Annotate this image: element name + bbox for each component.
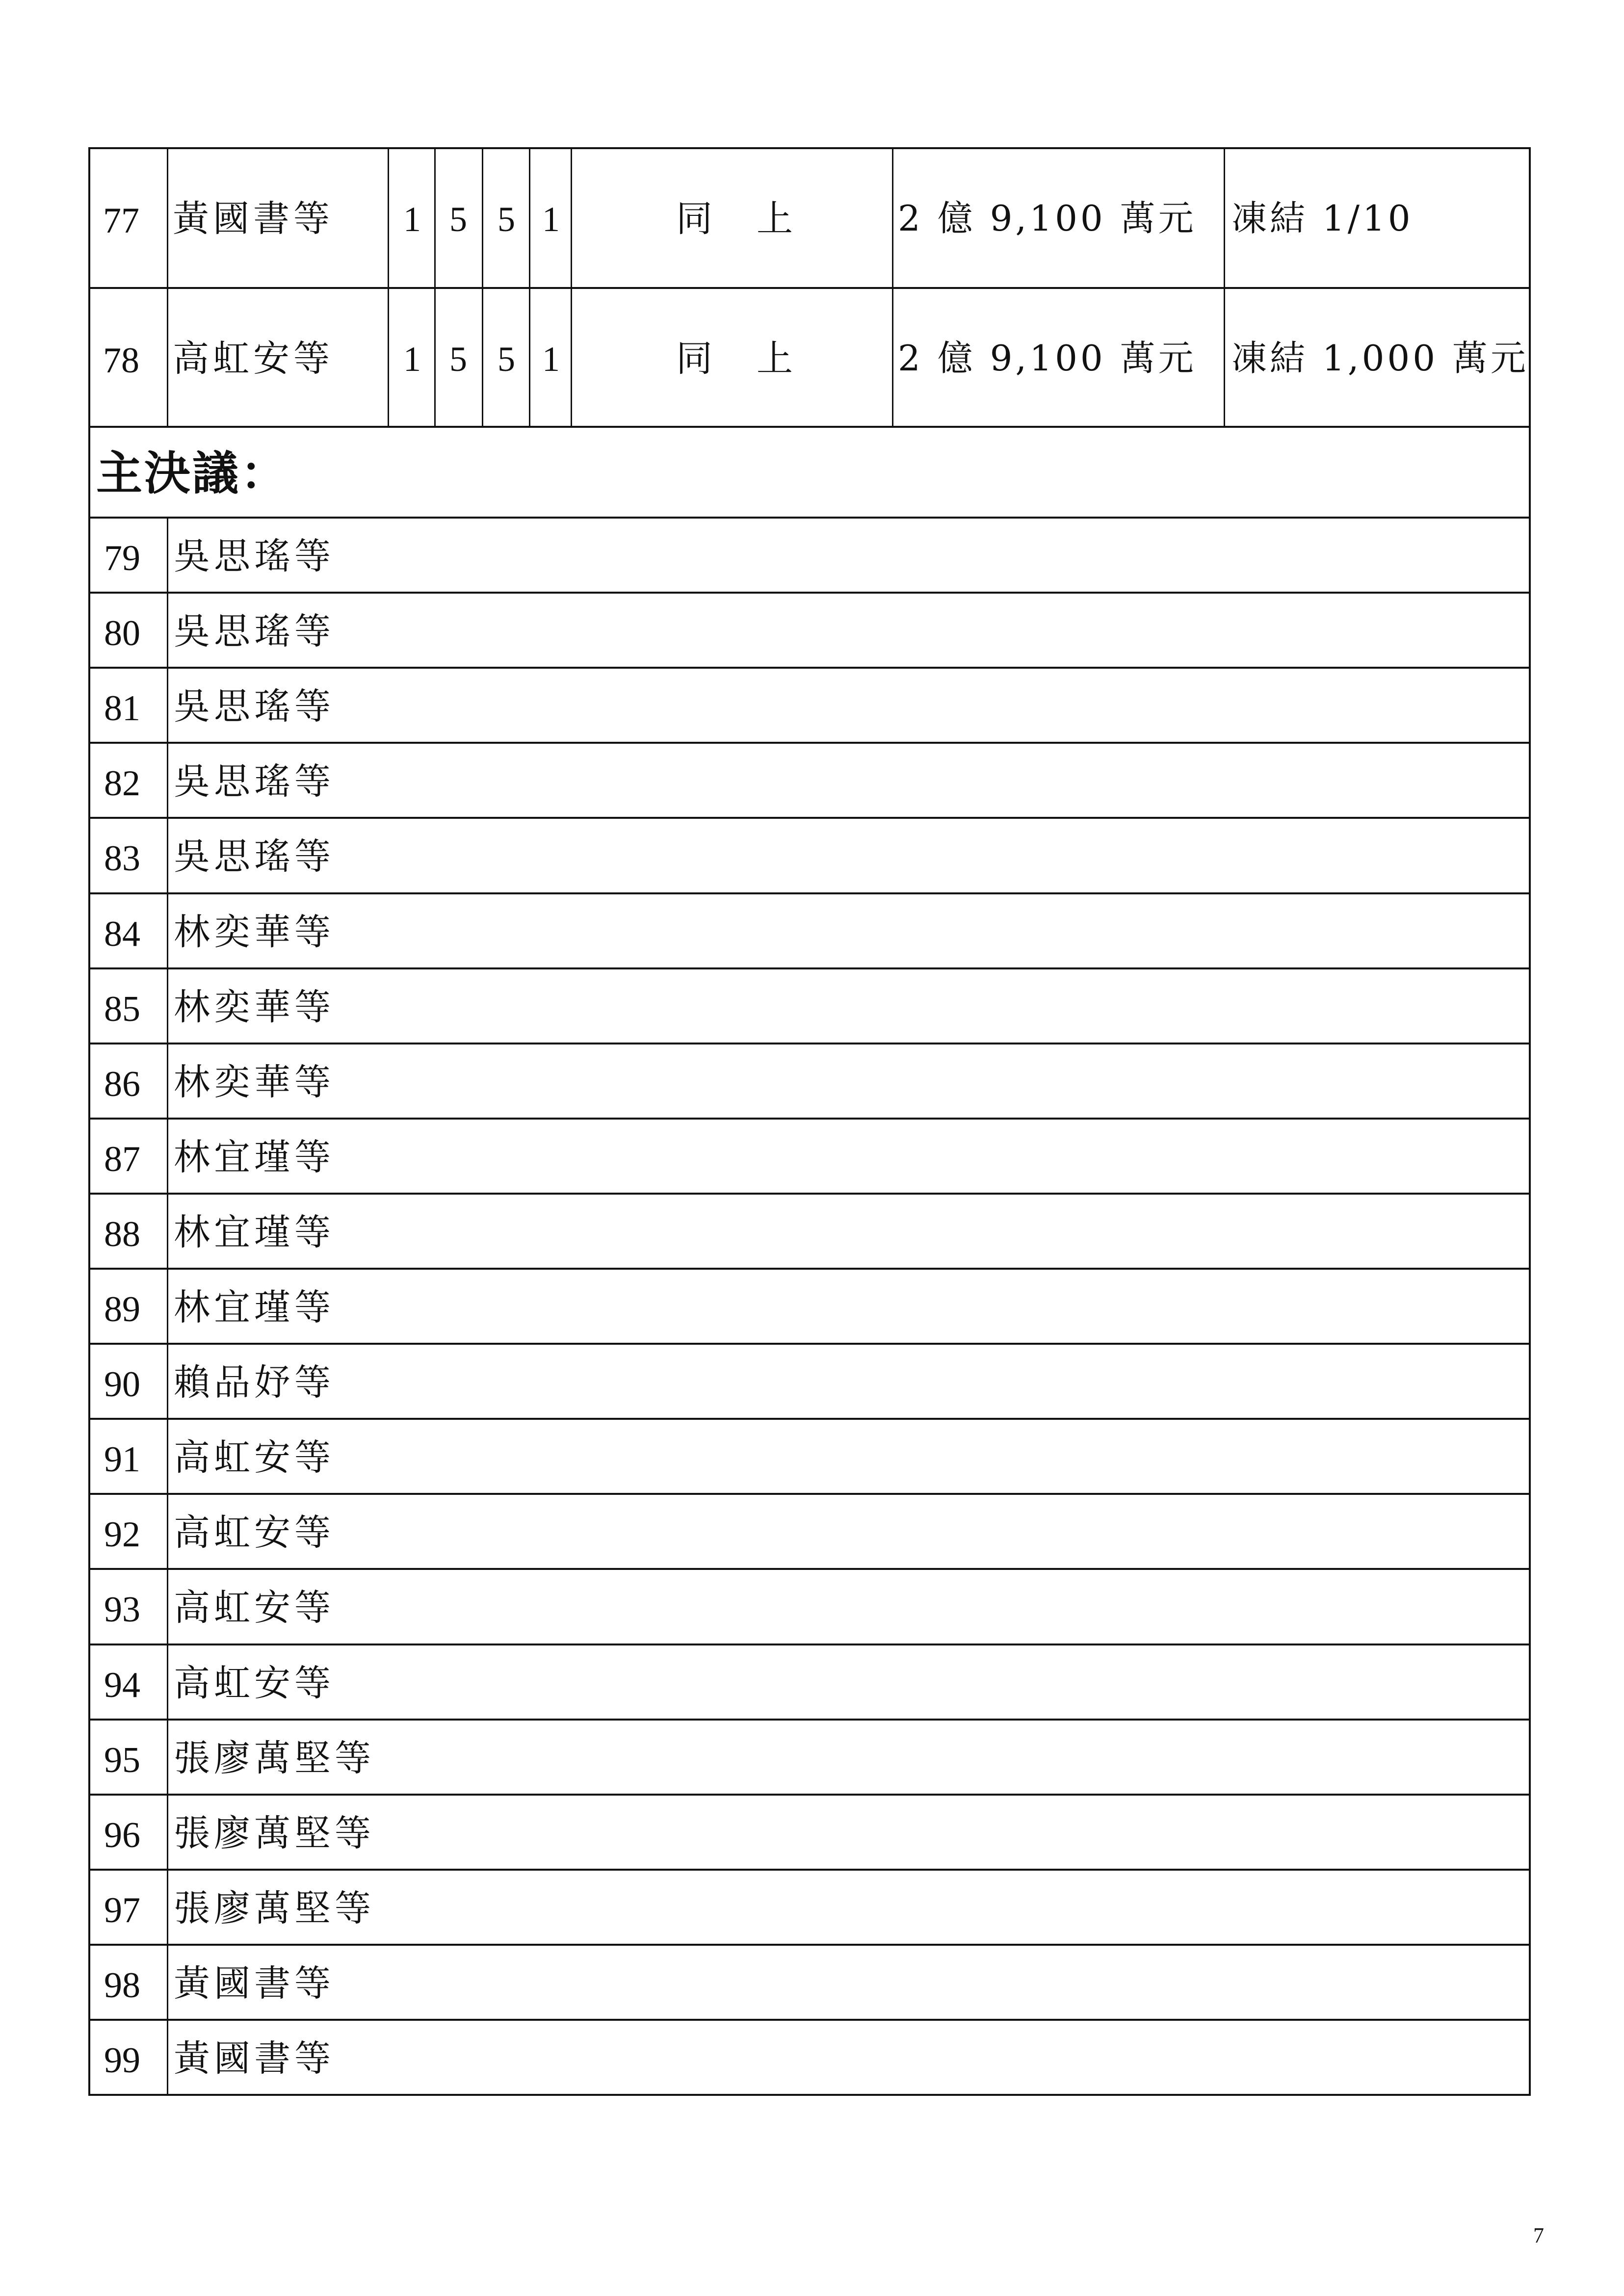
row-number: 88 bbox=[104, 1214, 140, 1254]
table-rule bbox=[88, 426, 1531, 428]
row-number: 86 bbox=[104, 1064, 140, 1104]
table-column-rule bbox=[167, 517, 168, 2094]
budget-amount: 2 億 9,100 萬元 bbox=[898, 338, 1197, 379]
table-rule bbox=[88, 1644, 1531, 1645]
row-number: 93 bbox=[104, 1590, 140, 1630]
row-number: 95 bbox=[104, 1740, 140, 1780]
row-number: 91 bbox=[104, 1439, 140, 1480]
row-number: 80 bbox=[104, 613, 140, 653]
row-number: 78 bbox=[103, 340, 139, 381]
table-rule bbox=[88, 1418, 1531, 1420]
legislator-name: 林宜瑾等 bbox=[174, 1136, 335, 1178]
table-rule bbox=[88, 1268, 1531, 1270]
table-column-rule bbox=[571, 147, 572, 426]
legislator-name: 張廖萬堅等 bbox=[174, 1887, 375, 1930]
code-digit: 5 bbox=[449, 200, 467, 239]
legislator-name: 張廖萬堅等 bbox=[174, 1812, 375, 1854]
table-column-rule bbox=[482, 147, 483, 426]
table-rule bbox=[88, 147, 1531, 149]
row-number: 77 bbox=[103, 201, 139, 241]
table-rule bbox=[88, 2094, 1531, 2096]
row-number: 81 bbox=[104, 688, 140, 729]
table-rule bbox=[88, 817, 1531, 819]
row-number: 96 bbox=[104, 1815, 140, 1855]
row-number: 79 bbox=[104, 538, 140, 578]
legislator-name: 高虹安等 bbox=[174, 1662, 335, 1704]
row-number: 94 bbox=[104, 1665, 140, 1705]
table-rule bbox=[88, 1043, 1531, 1044]
table-rule bbox=[88, 1343, 1531, 1345]
page-number: 7 bbox=[1533, 2223, 1544, 2247]
table-column-rule bbox=[529, 147, 530, 426]
table-rule bbox=[88, 742, 1531, 744]
table-rule bbox=[88, 667, 1531, 669]
table-column-rule bbox=[167, 147, 168, 426]
freeze-amount: 凍結 1,000 萬元 bbox=[1231, 338, 1529, 379]
table-rule bbox=[88, 2019, 1531, 2021]
remark-same-as-above: 同 上 bbox=[676, 338, 797, 380]
row-number: 87 bbox=[104, 1139, 140, 1179]
legislator-name: 林奕華等 bbox=[174, 911, 335, 953]
legislator-name: 高虹安等 bbox=[174, 1512, 335, 1554]
row-number: 90 bbox=[104, 1364, 140, 1405]
main-resolution-heading: 主決議： bbox=[96, 446, 289, 500]
legislator-name: 林奕華等 bbox=[174, 1061, 335, 1103]
table-rule bbox=[88, 1193, 1531, 1195]
legislator-name: 吳思瑤等 bbox=[174, 760, 335, 803]
code-digit: 5 bbox=[498, 339, 515, 379]
table-rule bbox=[88, 1719, 1531, 1721]
legislator-name: 林奕華等 bbox=[174, 986, 335, 1028]
code-digit: 1 bbox=[542, 200, 560, 239]
freeze-amount: 凍結 1/10 bbox=[1231, 198, 1414, 239]
table-rule bbox=[88, 967, 1531, 969]
table-rule bbox=[88, 517, 1531, 519]
table-rule bbox=[88, 1869, 1531, 1871]
row-number: 99 bbox=[104, 2040, 140, 2081]
code-digit: 1 bbox=[403, 200, 421, 239]
row-number: 84 bbox=[104, 914, 140, 954]
legislator-name: 林宜瑾等 bbox=[174, 1286, 335, 1329]
table-column-rule bbox=[1224, 147, 1225, 426]
table-border-left bbox=[88, 147, 90, 2096]
table-column-rule bbox=[892, 147, 893, 426]
table-rule bbox=[88, 1493, 1531, 1495]
legislator-name: 吳思瑤等 bbox=[174, 685, 335, 728]
table-rule bbox=[88, 287, 1531, 289]
row-number: 98 bbox=[104, 1965, 140, 2006]
table-border-right bbox=[1529, 147, 1531, 2096]
row-number: 97 bbox=[104, 1890, 140, 1931]
legislator-name: 高虹安等 bbox=[174, 1587, 335, 1629]
legislator-name: 張廖萬堅等 bbox=[174, 1737, 375, 1779]
table-rule bbox=[88, 1568, 1531, 1570]
row-number: 83 bbox=[104, 838, 140, 879]
legislator-name: 林宜瑾等 bbox=[174, 1211, 335, 1253]
legislator-name: 黃國書等 bbox=[174, 1962, 335, 2005]
legislator-name: 賴品妤等 bbox=[174, 1361, 335, 1404]
table-column-rule bbox=[388, 147, 389, 426]
row-number: 85 bbox=[104, 989, 140, 1029]
table-rule bbox=[88, 1944, 1531, 1946]
row-number: 89 bbox=[104, 1289, 140, 1330]
legislator-name: 吳思瑤等 bbox=[174, 835, 335, 878]
legislator-name: 黃國書等 bbox=[173, 198, 334, 240]
table-rule bbox=[88, 592, 1531, 594]
budget-amount: 2 億 9,100 萬元 bbox=[898, 198, 1197, 239]
table-column-rule bbox=[434, 147, 436, 426]
legislator-name: 吳思瑤等 bbox=[174, 535, 335, 577]
row-number: 82 bbox=[104, 763, 140, 804]
legislator-name: 黃國書等 bbox=[174, 2037, 335, 2080]
code-digit: 5 bbox=[498, 200, 515, 239]
legislator-name: 高虹安等 bbox=[174, 1436, 335, 1479]
row-number: 92 bbox=[104, 1514, 140, 1555]
table-rule bbox=[88, 1794, 1531, 1796]
legislator-name: 吳思瑤等 bbox=[174, 610, 335, 652]
table-rule bbox=[88, 892, 1531, 894]
code-digit: 5 bbox=[449, 339, 467, 379]
code-digit: 1 bbox=[403, 339, 421, 379]
remark-same-as-above: 同 上 bbox=[676, 198, 797, 240]
legislator-name: 高虹安等 bbox=[173, 338, 334, 380]
code-digit: 1 bbox=[542, 339, 560, 379]
table-rule bbox=[88, 1118, 1531, 1120]
